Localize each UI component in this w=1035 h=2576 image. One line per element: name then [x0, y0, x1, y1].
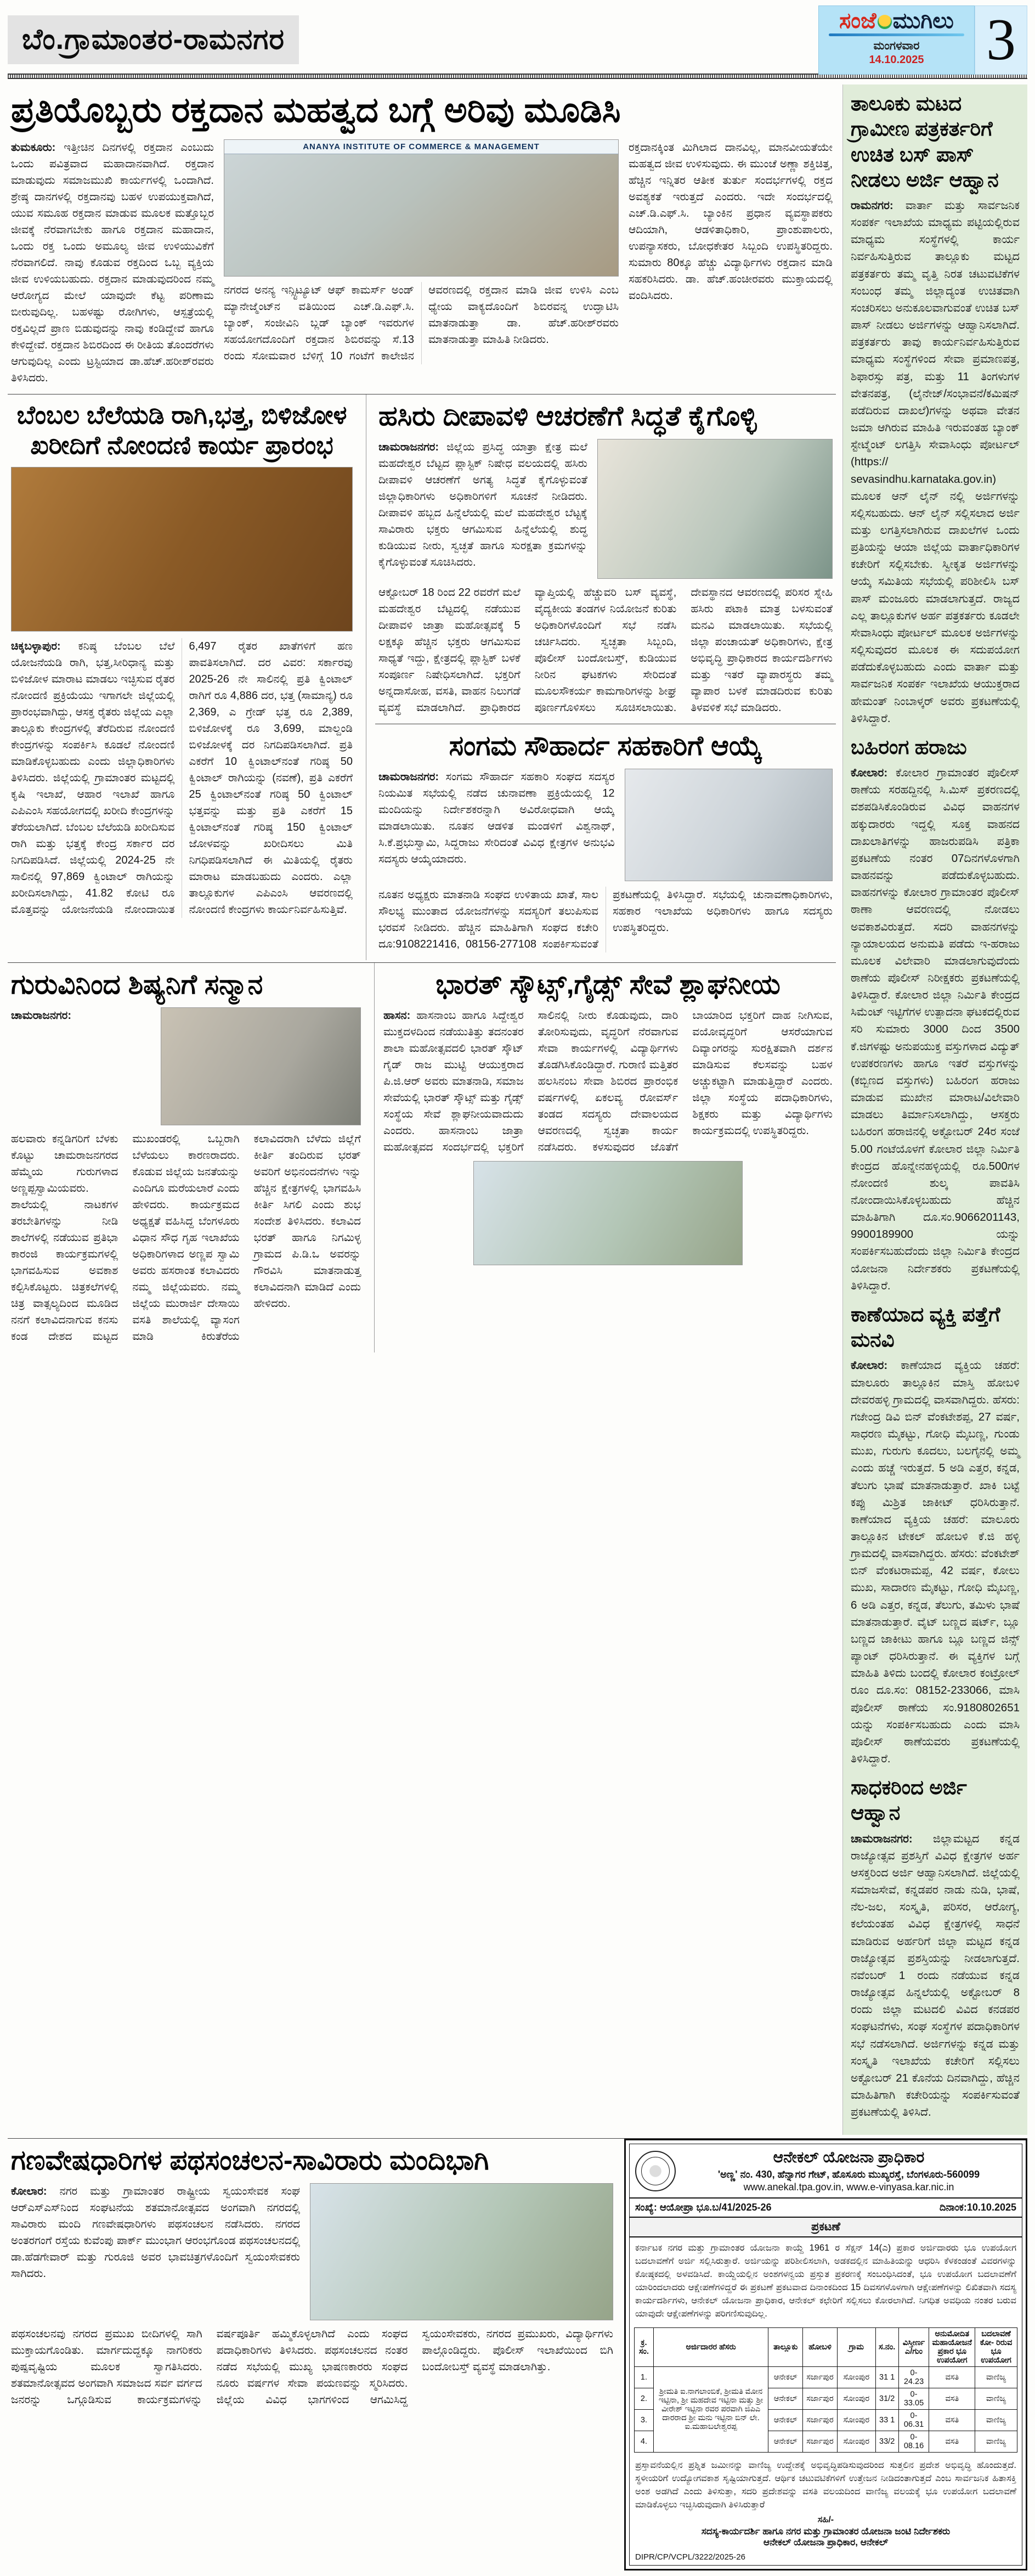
- col-approved-use: ಅನುಮೋದಿತ ಮಹಾಯೋಜನೆ ಪ್ರಕಾರ ಭೂ ಉಪಯೋಗ: [929, 2327, 975, 2366]
- sidebar3-headline: ಕಾಣೆಯಾದ ವ್ಯಕ್ತಿ ಪತ್ತೆಗೆ ಮನವಿ: [851, 1303, 1000, 1351]
- article5-dateline: ಚಾಮರಾಜನಗರ:: [11, 1009, 72, 1022]
- article-sangama-cooperative: [375, 724, 836, 960]
- article3-photo: [597, 439, 833, 579]
- article4-body-bottom: ನೂತನ ಅಧ್ಯಕ್ಷರು ಮಾತನಾಡಿ ಸಂಘದ ಉಳಿತಾಯ ಖಾತೆ, ಸಾಲ ಸೌಲಭ್ಯ ಮುಂತಾದ ಯೋಜನೆಗಳನ್ನು ಸದಸ್ಯರಿಗೆ ತಲುಪಿಸುವ ಭರವಸೆ ನೀಡಿದರು. ಹೆಚ್ಚಿನ ಮಾಹಿತಿಗಾಗಿ ಸಂಘದ ಕಚೇರಿ ದೂ:9108221416, 08156-277108 ಸಂಪರ್ಕಿಸುವಂತೆ ಪ್ರಕಟಣೆಯಲ್ಲಿ ತಿಳಿಸಿದ್ದಾರೆ. ಸಭೆಯಲ್ಲಿ ಚುನಾವಣಾಧಿಕಾರಿಗಳು, ಸಹಕಾರ ಇಲಾಖೆಯ ಅಧಿಕಾರಿಗಳು ಹಾಗೂ ಸದಸ್ಯರು ಉಪಸ್ಥಿತರಿದ್ದರು.: [378, 888, 833, 950]
- sidebar2-headline: ಬಹಿರಂಗ ಹರಾಜು: [851, 735, 967, 758]
- ad-title: ಪ್ರಕಟಣೆ: [630, 2218, 1022, 2237]
- sidebar1-body: ರಾಮನಗರ: ವಾರ್ತಾ ಮತ್ತು ಸಾರ್ವಜನಿಕ ಸಂಪರ್ಕ ಇಲಾಖೆಯ ಮಾಧ್ಯಮ ಪಟ್ಟಿಯಲ್ಲಿರುವ ಮಾಧ್ಯಮ ಸಂಸ್ಥೆಗಳಲ್ಲಿ ಕಾರ್ಯ ನಿರ್ವಹಿಸುತ್ತಿರುವ ತಾಲ್ಲೂಕು ಮಟ್ಟದ ಪತ್ರಕರ್ತರು ತಮ್ಮ ವೃತ್ತಿ ನಿರತ ಚಟುವಟಿಕೆಗಳ ಸಂಬಂಧ ತಮ್ಮ ಜಿಲ್ಲಾದ್ಯಂತ ಉಚಿತವಾಗಿ ಸಂಚರಿಸಲು ಅನುಕೂಲವಾಗುವಂತೆ ಉಚಿತ ಬಸ್ ಪಾಸ್ ನೀಡಲು ಅರ್ಜಿಗಳನ್ನು ಆಹ್ವಾನಿಸಲಾಗಿದೆ. ಪತ್ರಕರ್ತರು ತಾವು ಕಾರ್ಯನಿರ್ವಹಿಸುತ್ತಿರುವ ಮಾಧ್ಯಮ ಸಂಸ್ಥೆಗಳಿಂದ ಸೇವಾ ಪ್ರಮಾಣಪತ್ರ, ಶಿಫಾರಸ್ಸು ಪತ್ರ, ಮತ್ತು 11 ತಿಂಗಳುಗಳ ವೇತನಪತ್ರ, (ಲೈನೇಜ್/ಸಂಭಾವನೆ/ಕಮಿಷನ್ ಪಡೆದಿರುವ ದಾಖಲೆ)ಗಳನ್ನು ಅಥವಾ ವೇತನ ಜಮಾ ಆಗಿರುವ ಮಾಹಿತಿ ಇರುವಂತಹ ಬ್ಯಾಂಕ್ ಸ್ಟೇಟ್ಮೆಂಟ್ ಲಗತ್ತಿಸಿ ಸೇವಾಸಿಂಧು ಪೋರ್ಟಲ್ (https:// sevasindhu.karnataka.gov.in) ಮೂಲಕ ಆನ್ ಲೈನ್ ನಲ್ಲಿ ಅರ್ಜಿಗಳನ್ನು ಸಲ್ಲಿಸಬಹುದು. ಆನ್ ಲೈನ್ ಸಲ್ಲಿಸಲಾದ ಅರ್ಜಿ ಮತ್ತು ಲಗತ್ತಿಸಲಾಗಿರುವ ದಾಖಲೆಗಳ ಒಂದು ಪ್ರತಿಯನ್ನು ಆಯಾ ಜಿಲ್ಲೆಯ ವಾರ್ತಾಧಿಕಾರಿಗಳ ಕಚೇರಿಗೆ ಸಲ್ಲಿಸಬೇಕು. ಸ್ವೀಕೃತ ಅರ್ಜಿಗಳನ್ನು ಆಯ್ಕೆ ಸಮಿತಿಯ ಸಭೆಯಲ್ಲಿ ಪರಿಶೀಲಿಸಿ ಬಸ್ ಪಾಸ್ ಮಂಜೂರು ಮಾಡಲಾಗುತ್ತದೆ. ರಾಜ್ಯದ ಎಲ್ಲ ತಾಲ್ಲೂಕುಗಳ ಅರ್ಹ ಪತ್ರಕರ್ತರು ಕೂಡಲೇ ಸೇವಾಸಿಂಧು ಪೋರ್ಟಲ್ ಮೂಲಕ ಅರ್ಜಿಗಳನ್ನು ಸಲ್ಲಿಸುವುದರ ಮೂಲಕ ಈ ಸದುಪಯೋಗ ಪಡೆದುಕೊಳ್ಳಬಹುದು ಎಂದು ವಾರ್ತಾ ಮತ್ತು ಸಾರ್ವಜನಿಕ ಸಂಪರ್ಕ ಇಲಾಖೆಯ ಆಯುಕ್ತರಾದ ಹೇಮಂತ್ ನಿಂಬಾಳ್ಕರ್ ಅವರು ಪ್ರಕಟಣೆಯಲ್ಲಿ ತಿಳಿಸಿದ್ದಾರೆ.: [851, 199, 1020, 725]
- ad-header: [630, 2144, 1022, 2199]
- sidebar-section-missing-person: [851, 1302, 1020, 1767]
- sidebar-section-award-applications: [851, 1775, 1020, 2121]
- paper-name-part1: ಸಂಜೆ: [839, 9, 876, 33]
- paper-name: [824, 9, 969, 32]
- col-serial: ಕ್ರ. ಸಂ.: [635, 2327, 654, 2366]
- ad-date: ದಿನಾಂಕ:10.10.2025: [939, 2202, 1016, 2213]
- article1-body-left: ತುಮಕೂರು: ಇತ್ತೀಚಿನ ದಿನಗಳಲ್ಲಿ ರಕ್ತದಾನ ಎಂಬುದು ಒಂದು ಪವಿತ್ರವಾದ ಮಹಾದಾನವಾಗಿದೆ. ರಕ್ತದಾನ ಮಾಡುವುದು ಸಮಾಜಮುಖಿ ಕಾರ್ಯಗಳಲ್ಲಿ ಒಂದಾಗಿದೆ. ಶ್ರೇಷ್ಠ ದಾನಗಳಲ್ಲಿ ರಕ್ತದಾನವು ಬಹಳ ಉಪಯುಕ್ತವಾಗಿದೆ, ಯುವ ಸಮೂಹ ರಕ್ತದಾನ ಮಾಡುವ ಮೂಲಕ ಮತ್ತೊಬ್ಬರ ಜೀವಕ್ಕೆ ನೆರವಾಗಬೇಕು ಹಾಗೂ ರಕ್ತದಾನ ಮಹಾದಾನ, ಒಂದು ರಕ್ತ ಒಂದು ಅಮೂಲ್ಯ ಜೀವ ಉಳಿಯುವಿಕೆಗೆ ನೆರವಾಗಲಿದೆ. ನಾವು ಕೊಡುವ ರಕ್ತದಿಂದ ಒಬ್ಬ ವ್ಯಕ್ತಿಯ ಜೀವ ಉಳಿಯಬಹುದು. ರಕ್ತದಾನ ಮಾಡುವುದರಿಂದ ನಮ್ಮ ಆರೋಗ್ಯದ ಮೇಲೆ ಯಾವುದೇ ಕೆಟ್ಟ ಪರಿಣಾಮ ಬೀರುವುದಿಲ್ಲ. ಬಹಳಷ್ಟು ರೋಗಿಗಳು, ಆಸ್ಪತ್ರೆಯಲ್ಲಿ ರಕ್ತವಿಲ್ಲದೆ ಪ್ರಾಣ ಬಿಡುವುದನ್ನು ನಾವು ಕಂಡಿದ್ದೇವೆ ಹಾಗೂ ಕೇಳಿದ್ದೇವೆ. ರಕ್ತದಾನ ಶಿಬಿರದಿಂದ ಈ ರೀತಿಯ ತೊಂದರೆಗಳು ಆಗುವುದಿಲ್ಲ ಎಂದು ಟ್ರಸ್ಟಿಯಾದ ಡಾ.ಹೆಚ್.ಹರೀಶ್‌ರವರು ತಿಳಿಸಿದರು.: [11, 141, 214, 384]
- article2-body: ಚಿಕ್ಕಬಳ್ಳಾಪುರ: ಕನಿಷ್ಠ ಬೆಂಬಲ ಬೆಲೆ ಯೋಜನೆಯಡಿ ರಾಗಿ, ಭತ್ತ,ಸೀರಿಧಾನ್ಯ ಮತ್ತು ಬಿಳಿಜೋಳ ಮಾರಾಟ ಮಾಡಲು ಇಚ್ಛಿಸುವ ರೈತರ ನೋಂದಣಿ ಪ್ರಕ್ರಿಯೆಯು ಇಗಾಗಲೇ ಜಿಲ್ಲೆಯಲ್ಲಿ ಪ್ರಾರಂಭವಾಗಿದ್ದು, ಆಸಕ್ತ ರೈತರು ಜಿಲ್ಲೆಯ ಎಲ್ಲಾ ತಾಲ್ಲೂಕು ಕೇಂದ್ರಗಳಲ್ಲಿ ತೆರೆದಿರುವ ನೋಂದಣಿ ಕೇಂದ್ರಗಳನ್ನು ಸಂಪರ್ಕಿಸಿ ಕೂಡಲೆ ನೋಂದಣಿ ಮಾಡಿಕೊಳ್ಳಬಹುದು ಎಂದು ಜಿಲ್ಲಾಧಿಕಾರಿಗಳು ತಿಳಿಸಿದರು. ಜಿಲ್ಲೆಯಲ್ಲಿ ಗ್ರಾಮಾಂತರ ಮಟ್ಟದಲ್ಲಿ ಕೃಷಿ ಇಲಾಖೆ, ಆಹಾರ ಇಲಾಖೆ ಹಾಗೂ ಎಪಿಎಂಸಿ ಸಹಯೋಗದಲ್ಲಿ ಖರೀದಿ ಕೇಂದ್ರಗಳನ್ನು ತೆರೆಯಲಾಗಿದೆ. ಬೆಂಬಲ ಬೆಲೆಯಡಿ ಖರೀದಿಸುವ ರಾಗಿ ಮತ್ತು ಭತ್ತಕ್ಕೆ ಕೇಂದ್ರ ಸರ್ಕಾರ ದರ ನಿಗದಿಪಡಿಸಿದೆ. ಜಿಲ್ಲೆಯಲ್ಲಿ 2024-25 ನೇ ಸಾಲಿನಲ್ಲಿ 97,869 ಕ್ವಿಂಟಾಲ್ ರಾಗಿಯನ್ನು ಖರೀದಿಸಲಾಗಿದ್ದು, 41.82 ಕೋಟಿ ರೂ ಮೊತ್ತವನ್ನು ಯೋಜನೆಯಡಿ ನೋಂದಾಯಿತ 6,497 ರೈತರ ಖಾತೆಗಳಿಗೆ ಹಣ ಪಾವತಿಸಲಾಗಿದೆ. ದರ ವಿವರ: ಸರ್ಕಾರವು 2025-26 ನೇ ಸಾಲಿನಲ್ಲಿ ಪ್ರತಿ ಕ್ವಿಂಟಾಲ್ ರಾಗಿಗೆ ರೂ 4,886 ದರ, ಭತ್ತ (ಸಾಮಾನ್ಯ) ರೂ 2,369, ಎ ಗ್ರೇಡ್ ಭತ್ತ ರೂ 2,389, ಬಿಳಿಜೋಳಕ್ಕೆ ರೂ 3,699, ಮಾಲ್ದಂಡಿ ಬಿಳಿಜೋಳಕ್ಕೆ ದರ ನಿಗದಿಪಡಿಸಲಾಗಿದೆ. ಪ್ರತಿ ಎಕರೆಗೆ 10 ಕ್ವಿಂಟಾಲ್‌ನಂತೆ ಗರಿಷ್ಠ 50 ಕ್ವಿಂಟಾಲ್ ರಾಗಿಯನ್ನು (ನವಣೆ), ಪ್ರತಿ ಎಕರೆಗೆ 25 ಕ್ವಿಂಟಾಲ್‌ನಂತೆ ಗರಿಷ್ಠ 50 ಕ್ವಿಂಟಾಲ್ ಭತ್ತವನ್ನು ಮತ್ತು ಪ್ರತಿ ಎಕರೆಗೆ 15 ಕ್ವಿಂಟಾಲ್‌ನಂತೆ ಗರಿಷ್ಠ 150 ಕ್ವಿಂಟಾಲ್ ಜೋಳವನ್ನು ಖರೀದಿಸಲು ಮಿತಿ ನಿಗಧಿಪಡಿಸಲಾಗಿದೆ ಈ ಮಿತಿಯಲ್ಲಿ ರೈತರು ಮಾರಾಟ ಮಾಡಬಹುದು ಎಂದರು. ಎಲ್ಲಾ ತಾಲ್ಲೂಕುಗಳ ಎಪಿಎಂಸಿ ಆವರಣದಲ್ಲಿ ನೋಂದಣಿ ಕೇಂದ್ರಗಳು ಕಾರ್ಯನಿರ್ವಹಿಸುತ್ತಿವೆ.: [11, 640, 353, 916]
- article-rss-march: [8, 2139, 617, 2570]
- article2-headline: ಬೆಂಬಲ ಬೆಲೆಯಡಿ ರಾಗಿ,ಭತ್ತ, ಬಿಳಿಜೋಳ ಖರೀದಿಗೆ ನೋಂದಣಿ ಕಾರ್ಯ ಪ್ರಾರಂಭ: [16, 400, 347, 459]
- ad-land-use-table: [634, 2327, 1017, 2453]
- article2-dateline: ಚಿಕ್ಕಬಳ್ಳಾಪುರ:: [11, 640, 61, 652]
- article-blood-donation: [8, 84, 836, 394]
- article5-body-bottom: ಹಲವಾರು ಕನ್ನಡಿಗರಿಗೆ ಬೆಳಕು ಕೊಟ್ಟು ಚಾಮರಾಜನಗರದ ಹೆಮ್ಮೆಯ ಗುರುಗಳಾದ ಅಣ್ಣಪ್ಪಸ್ವಾಮಿಯವರು. ಶಾಲೆಯಲ್ಲಿ ನಾಟಕಗಳ ತರಬೇತಿಗಳನ್ನು ನೀಡಿ ಶಾಲೆಗಳಲ್ಲಿ ನಡೆಯುವ ಪ್ರತಿಭಾ ಕಾರಂಜಿ ಕಾರ್ಯಕ್ರಮಗಳಲ್ಲಿ ಭಾಗವಹಿಸುವ ಅವಕಾಶ ಕಲ್ಪಿಸಿಕೊಟ್ಟರು. ಚಿತ್ರಕಲೆಗಳಲ್ಲಿ ಚಿತ್ರ ವಾತ್ಸಲ್ಯದಿಂದ ಮೂಡಿದ ನನಗೆ ಕಲಾವಿದನಾಗುವ ಕನಸು ಕಂಡ ದೇಶದ ಮಟ್ಟದ ಮುಖಂಡರಲ್ಲಿ ಒಬ್ಬರಾಗಿ ಬೆಳೆಯಲು ಕಾರಣರಾದರು. ಕೊಡುವ ಜಿಲ್ಲೆಯ ಜನತೆಯನ್ನು ಎಂದಿಗೂ ಮರೆಯಲಾರೆ ಎಂದು ಹೇಳಿದರು. ಕಾರ್ಯಕ್ರಮದ ಅಧ್ಯಕ್ಷತೆ ವಹಿಸಿದ್ದ ಬೆಂಗಳೂರು ವಿಧಾನ ಸೌಧ ಗೃಹ ಇಲಾಖೆಯ ಅಧಿಕಾರಿಗಳಾದ ಅಣ್ಣಪ ಸ್ವಾಮಿ ಅವರು ಹಸರಾಂತ ಕಲಾವಿದರು ನಮ್ಮ ಜಿಲ್ಲೆಯವರು. ನಮ್ಮ ಜಿಲ್ಲೆಯ ಮುರಾರ್ಜಿ ದೇಸಾಯಿ ವಸತಿ ಶಾಲೆಯಲ್ಲಿ ವ್ಯಾಸಂಗ ಮಾಡಿ ಕಿರುತೆರೆಯ ಕಲಾವಿದರಾಗಿ ಬೆಳೆದು ಜಿಲ್ಲೆಗೆ ಕೀರ್ತಿ ತಂದಿರುವ ಭರತ್ ಅವರಿಗೆ ಅಭಿನಂದನೆಗಳು ಇನ್ನು ಹೆಚ್ಚಿನ ಕ್ಷೇತ್ರಗಳಲ್ಲಿ ಭಾಗವಹಿಸಿ ಕೀರ್ತಿ ಸಿಗಲಿ ಎಂದು ಶುಭ ಸಂದೇಶ ತಿಳಿಸಿದರು. ಕಲಾವಿದ ಭರತ್ ಹಾಗೂ ನಿಗಮಿಳ್ಳ ಗ್ರಾಮದ ಪಿ.ಡಿ.ಒ ಅವರನ್ನು ಗೌರವಿಸಿ ಮಾತನಾಡುತ್ತ ಕಲಾವಿದನಾಗಿ ಮಾಡಿದೆ ಎಂದು ಹೇಳಿದರು.: [11, 1132, 361, 1343]
- table-row: 2. ಆನೇಕಲ್ ಸರ್ಜಾಪುರ ಸೋಂಪುರ 31/2 0-33.05 ವಸತಿ ವಾಣಿಜ್ಯ: [635, 2388, 1017, 2409]
- article7-headline: ಗಣವೇಷಧಾರಿಗಳ ಪಥಸಂಚಲನ-ಸಾವಿರಾರು ಮಂದಿಭಾಗಿ: [11, 2145, 489, 2176]
- article6-dateline: ಹಾಸನ:: [383, 1009, 411, 1022]
- article1-dateline: ತುಮಕೂರು:: [11, 141, 56, 154]
- sun-cloud-icon: [878, 15, 892, 29]
- table-row: 4. ಆನೇಕಲ್ ಸರ್ಜಾಪುರ ಸೋಂಪುರ 33/2 0-08.16 ವಸತಿ ವಾಣಿಜ್ಯ: [635, 2431, 1017, 2452]
- ad-note-text: ಪ್ರಸ್ತಾವನೆಯಲ್ಲಿನ ಪ್ರಶ್ನಿತ ಜಮೀನನ್ನು ವಾಣಿಜ್ಯ ಉದ್ದೇಶಕ್ಕೆ ಅಭಿವೃದ್ಧಿಪಡಿಸುವುದರಿಂದ ಸುತ್ತಲಿನ ಪ್ರದೇಶ ಅಭಿವೃದ್ಧಿ ಹೊಂದುತ್ತದೆ. ಸ್ಥಳೀಯರಿಗೆ ಉದ್ಯೋಗವಕಾಶ ಸೃಷ್ಟಿಯಾಗುತ್ತದೆ. ಆರ್ಥಿಕ ಚಟುವಟಿಕೆಗಳಿಗೆ ಉತ್ತೇಜನ ನೀಡಿದಂತಾಗುತ್ತದೆ ಎಂಬ ಸಾರ್ವಜನಿಕ ಹಿತಾಸಕ್ತಿ ಅಂಶ ಅಡಗಿದೆ ಎಂದು ತಿಳಿಸುತ್ತಾ, ಸದರಿ ಪ್ರದೇಶವನ್ನು ವಸತಿ ವಲಯದಿಂದ ವಾಣಿಜ್ಯ ವಲಯಕ್ಕೆ ಭೂ ಉಪಯೋಗ ಬದಲಾವಣೆ ಮಾಡಿಕೊಳ್ಳಲು ಇಚ್ಛಿಸಿರುವುದಾಗಿ ತಿಳಿಸಿರುತ್ತಾರೆ: [635, 2460, 1016, 2510]
- col-survey: ಸ.ನಂ.: [875, 2327, 898, 2366]
- sidebar3-dateline: ಕೋಲಾರ:: [851, 1359, 888, 1372]
- sidebar3-body: ಕೋಲಾರ: ಕಾಣೆಯಾದ ವ್ಯಕ್ತಿಯ ಚಹರೆ: ಮಾಲೂರು ತಾಲ್ಲೂಕಿನ ಮಾಸ್ತಿ ಹೋಬಳಿ ದೇವರಹಳ್ಳಿ ಗ್ರಾಮದಲ್ಲಿ ವಾಸವಾಗಿದ್ದರು. ಹೆಸರು: ಗಜೇಂದ್ರ ಡಿವಿ ಬಿನ್ ವೆಂಕಟೇಶಪ್ಪ, 27 ವರ್ಷ, ಸಾಧರಣ ಮೈಕಟ್ಟು, ಗೋಧಿ ಮೈಬಣ್ಣ, ಗುಂಡು ಮುಖ, ಗುರುಗು ಕೂದಲು, ಬಲಗೈನಲ್ಲಿ ಅಮ್ಮ ಎಂದು ಹಚ್ಚೆ ಇರುತ್ತದೆ. 5 ಅಡಿ ಎತ್ತರ, ಕನ್ನಡ, ತೆಲುಗು ಭಾಷೆ ಮಾತನಾಡುತ್ತಾರೆ. ಖಾಕಿ ಬಟ್ಟೆ ಕಪ್ಪು ಮಿಶ್ರಿತ ಜಾಕೀಟ್ ಧರಿಸಿರುತ್ತಾನೆ. ಕಾಣೆಯಾದ ವ್ಯಕ್ತಿಯ ಚಹರೆ: ಮಾಲೂರು ತಾಲ್ಲೂಕಿನ ಟೇಕಲ್ ಹೋಬಳಿ ಕೆ.ಜಿ ಹಳ್ಳಿ ಗ್ರಾಮದಲ್ಲಿ ವಾಸವಾಗಿದ್ದರು. ಹೆಸರು: ವೆಂಕಟೇಶ್ ಬಿನ್ ವೆಂಕಟರಾಮಪ್ಪ, 42 ವರ್ಷ, ಕೋಲು ಮುಖ, ಸಾದಾರಣ ಮೈಕಟ್ಟು, ಗೋಧಿ ಮೈಬಣ್ಣ, 6 ಅಡಿ ಎತ್ತರ, ಕನ್ನಡ, ತೆಲುಗು, ತಮಿಳು ಭಾಷೆ ಮಾತನಾಡುತ್ತಾರೆ. ವೈಟ್ ಬಣ್ಣದ ಷರ್ಟ್, ಬ್ಲೂ ಬಣ್ಣದ ಜಾಕೀಟು ಹಾಗೂ ಬ್ಲೂ ಬಣ್ಣದ ಜಿನ್ಸ್ ಪ್ಯಾಂಟ್ ಧರಿಸಿರುತ್ತಾನೆ. ಈ ವ್ಯಕ್ತಿಗಳ ಬಗ್ಗೆ ಮಾಹಿತಿ ತಿಳಿದು ಬಂದಲ್ಲಿ ಕೋಲಾರ ಕಂಟ್ರೋಲ್ ರೂಂ ದೂ.ಸಂ: 08152-233066, ಮಾಸಿ ಪೊಲೀಸ್ ಠಾಣೆಯ ಸಂ.9180802651 ಯನ್ನು ಸಂಪರ್ಕಿಸಬಹುದು ಎಂದು ಮಾಸಿ ಪೊಲೀಸ್ ಠಾಣೆಯವರು ಪ್ರಕಟಣೆಯಲ್ಲಿ ತಿಳಿಸಿದ್ದಾರೆ.: [851, 1359, 1020, 1766]
- col-taluk: ತಾಲ್ಲೂಕು: [768, 2327, 803, 2366]
- govt-emblem-icon: [635, 2151, 676, 2191]
- ad-reference-row: [630, 2199, 1022, 2218]
- article5-headline: ಗುರುವಿನಿಂದ ಶಿಷ್ಯನಿಗೆ ಸನ್ಮಾನ: [11, 968, 263, 1000]
- sidebar-section-bus-pass: [851, 91, 1020, 727]
- article3-headline: ಹಸಿರು ದೀಪಾವಳಿ ಆಚರಣೆಗೆ ಸಿದ್ಧತೆ ಕೈಗೊಳ್ಳಿ: [378, 400, 757, 431]
- table-row: 1. ಶ್ರೀಮತಿ ಐ.ನಾಗಲಾಂಬಿಕೆ, ಶ್ರೀಮತಿ ಮೋನ ಇಟ್ಟಿನಾ, ಶ್ರೀ ಮಹದೇವ ಇಟ್ಟಿನಾ ಮತ್ತು ಶ್ರೀ ವೀರೇಶ್ ಇಟ್ಟಿನಾ ರವರ ಪರವಾಗಿ ಜಿಪಿಎ ದಾರರಾದ ಶ್ರೀ ಮನು ಇಟ್ಟಿನಾ ಬಿನ್ ಲೇ. ಐ.ಮಹಾಬಲೇಶ್ವರಪ್ಪ ಆನೇಕಲ್ ಸರ್ಜಾಪುರ ಸೋಂಪುರ 31 1 0-24.23 ವಸತಿ ವಾಣಿಜ್ಯ: [635, 2366, 1017, 2388]
- article1-body-center: ನಗರದ ಅನನ್ಯ ಇನ್ಸ್ಟಿಟ್ಯೂಟ್ ಆಫ್ ಕಾಮರ್ಸ್ ಅಂಡ್ ಮ್ಯಾನೇಜ್ಮೆಂಟ್‌ನ ವತಿಯಿಂದ ಎಚ್.ಡಿ.ಎಫ್.ಸಿ. ಬ್ಯಾಂಕ್, ಸಂಜೀವಿನಿ ಬ್ಲಡ್ ಬ್ಯಾಂಕ್ ಇವರುಗಳ ಸಹಯೋಗದೊಂದಿಗೆ ರಕ್ತದಾನ ಶಿಬಿರವನ್ನು ಸೆ.13 ರಂದು ಸೋಮವಾರ ಬೆಳಿಗ್ಗೆ 10 ಗಂಟೆಗೆ ಕಾಲೇಜಿನ ಆವರಣದಲ್ಲಿ ರಕ್ತದಾನ ಮಾಡಿ ಜೀವ ಉಳಿಸಿ ಎಂಬ ಧ್ಯೇಯ ವಾಕ್ಯದೊಂದಿಗೆ ಶಿಬಿರವನ್ನ ಉದ್ಘಾಟಿಸಿ ಮಾತನಾಡುತ್ತಾ ಡಾ. ಹೆಚ್.ಹರೀಶ್‌ರವರು ಮಾತನಾಡುತ್ತಾ ಮಾಹಿತಿ ನೀಡಿದರು.: [224, 284, 619, 362]
- article7-body-left: ಕೋಲಾರ: ನಗರ ಮತ್ತು ಗ್ರಾಮಾಂತರ ರಾಷ್ಟ್ರೀಯ ಸ್ವಯಂಸೇವಕ ಸಂಘ ಆರ್‌ಎಸ್‌ಎಸ್‌ನಿಂದ ಸಂಘಟನೆಯ ಶತಮಾನೋತ್ಸವದ ಅಂಗವಾಗಿ ನಗರದಲ್ಲಿ ಸಾವಿರಾರು ಮಂದಿ ಗಣವೇಷಧಾರಿಗಳು ಪಥಸಂಚಲನ ನಡೆಸಿದರು. ನಗರದ ಅಂತರಗಂಗೆ ರಸ್ತೆಯ ಕುವೆಂಪು ಪಾರ್ಕ್ ಮುಂಭಾಗ ಆರಂಭಗೊಂಡ ಪಥಸಂಚಲನದಲ್ಲಿ ಡಾ.ಹೆಡಗೇವಾರ್ ಮತ್ತು ಗುರೂಜಿ ಅವರ ಭಾವಚಿತ್ರಗಳೊಂದಿಗೆ ಸ್ವಯಂಸೇವಕರು ಸಾಗಿದರು.: [11, 2185, 301, 2280]
- article6-body: ಹಾಸನ: ಹಾಸನಾಂಬ ಹಾಗೂ ಸಿದ್ದೇಶ್ವರ ಮುಕ್ತದಳದಿಂದ ನಡೆಯುತಿತ್ತು ತದನಂತರ ಶಾಲಾ ಮಹೋತ್ಸವದಲಿ ಭಾರತ್ ಸ್ಕೌಟ್ ಗೈಡ್ ರಾಜ ಮುಟ್ಟಿ ಆಯುಕ್ತರಾದ ಪಿ.ಜಿ.ಆರ್ ಅವರು ಮಾತನಾಡಿ, ಸಮಾಜ ಸೇವೆಯಲ್ಲಿ ಭಾರತ್ ಸ್ಕೌಟ್ಸ್ ಮತ್ತು ಗೈಡ್ಸ್ ಸಂಸ್ಥೆಯ ಸೇವೆ ಶ್ಲಾಘನೀಯವಾದುದು ಎಂದರು. ಹಾಸನಾಂಬ ಜಾತ್ರಾ ಮಹೋತ್ಸವದ ಸಂದರ್ಭದಲ್ಲಿ ಭಕ್ತರಿಗೆ ಸಾಲಿನಲ್ಲಿ ನೀರು ಕೊಡುವುದು, ದಾರಿ ತೋರಿಸುವುದು, ವೃದ್ಧರಿಗೆ ನೆರವಾಗುವ ಸೇವಾ ಕಾರ್ಯಗಳಲ್ಲಿ ವಿದ್ಯಾರ್ಥಿಗಳು ತೊಡಗಿಸಿಕೊಂಡಿದ್ದಾರೆ. ಗುರಾಣಿ ಮತ್ತಿತರ ಹಲಸಿನಂಬ ಸೇವಾ ಶಿಬಿರದ ಪ್ರಾರಂಭಿಕ ವರ್ಷಗಳಲ್ಲಿ ಏಕಲವ್ಯ ರೋವರ್ಸ್ ತಂಡದ ಸದಸ್ಯರು ದೇವಾಲಯದ ಆವರಣದಲ್ಲಿ ಸ್ವಚ್ಛತಾ ಕಾರ್ಯ ನಡೆಸಿದರು. ಕಳಸುವುದರ ಜೊತೆಗೆ ಬಾಯಾರಿದ ಭಕ್ತರಿಗೆ ದಾಹ ನೀಗಿಸುವ, ವಯೋವೃದ್ಧರಿಗೆ ಆಸರೆಯಾಗುವ ದಿವ್ಯಾಂಗರನ್ನು ಸುರಕ್ಷಿತವಾಗಿ ದರ್ಶನ ಮಾಡಿಸುವ ಕೆಲಸವನ್ನು ಬಹಳ ಅಚ್ಚುಕಟ್ಟಾಗಿ ಮಾಡುತ್ತಿದ್ದಾರೆ ಎಂದರು. ಜಿಲ್ಲಾ ಸಂಸ್ಥೆಯ ಪದಾಧಿಕಾರಿಗಳು, ಶಿಕ್ಷಕರು ಮತ್ತು ವಿದ್ಯಾರ್ಥಿಗಳು ಕಾರ್ಯಕ್ರಮದಲ್ಲಿ ಉಪಸ್ಥಿತರಿದ್ದರು.: [383, 1009, 833, 1153]
- article1-photo-banner-text: ANANYA INSTITUTE OF COMMERCE & MANAGEMENT: [224, 140, 618, 154]
- sidebar4-body: ಚಾಮರಾಜನಗರ: ಜಿಲ್ಲಾಮಟ್ಟದ ಕನ್ನಡ ರಾಜ್ಯೋತ್ಸವ ಪ್ರಶಸ್ತಿಗೆ ವಿವಿಧ ಕ್ಷೇತ್ರಗಳ ಅರ್ಹ ಆಸಕ್ತರಿಂದ ಅರ್ಜಿ ಆಹ್ವಾನಿಸಲಾಗಿದೆ. ಜಿಲ್ಲೆಯಲ್ಲಿ ಸಮಾಜಸೇವೆ, ಕನ್ನಡಪರ ನಾಡು ನುಡಿ, ಭಾಷೆ, ನೆಲ-ಜಲ, ಸಂಸ್ಕೃತಿ, ಪರಿಸರ, ಆರೋಗ್ಯ, ಕಲೆಯಂತಹ ವಿವಿಧ ಕ್ಷೇತ್ರಗಳಲ್ಲಿ ಸಾಧನೆ ಮಾಡಿರುವ ಅರ್ಹರಿಗೆ ಜಿಲ್ಲಾ ಮಟ್ಟದ ಕನ್ನಡ ರಾಜ್ಯೋತ್ಸವ ಪ್ರಶಸ್ತಿಯನ್ನು ನೀಡಲಾಗುತ್ತದೆ. ನವೆಂಬರ್ 1 ರಂದು ನಡೆಯುವ ಕನ್ನಡ ರಾಜ್ಯೋತ್ಸವ ಹಿನ್ನಲೆಯಲ್ಲಿ ಅಕ್ಟೋಬರ್ 8 ರಂದು ಜಿಲ್ಲಾ ಮಟದಲಿ ವಿವಿದ ಕನಡಪರ ಸಂಘಟನೆಗಳು, ಸಂಘ ಸಂಸ್ಥೆಗಳ ಪದಾಧಿಕಾರಿಗಳ ಸಭೆ ನಡೆಸಲಾಗಿದೆ. ಅರ್ಜಿಗಳನ್ನು ಕನ್ನಡ ಮತ್ತು ಸಂಸ್ಕೃತಿ ಇಲಾಖೆಯ ಕಚೇರಿಗೆ ಸಲ್ಲಿಸಲು ಅಕ್ಟೋಬರ್ 21 ಕೊನೆಯ ದಿನವಾಗಿದ್ದು, ಹೆಚ್ಚಿನ ಮಾಹಿತಿಗಾಗಿ ಕಚೇರಿಯನ್ನು ಸಂಪರ್ಕಿಸುವಂತೆ ಪ್ರಕಟಣೆಯಲ್ಲಿ ತಿಳಿಸಿದೆ.: [851, 1832, 1020, 2119]
- article7-photo: [310, 2183, 613, 2320]
- ad-ref-number: ಸಂಖ್ಯೆ: ಆಯೋಪ್ರಾ ಭೂ.ಬ/41/2025-26: [635, 2202, 772, 2213]
- article1-headline: ಪ್ರತಿಯೊಬ್ಬರು ರಕ್ತದಾನ ಮಹತ್ವದ ಬಗ್ಗೆ ಅರಿವು ಮೂಡಿಸಿ: [11, 90, 621, 129]
- region-title: ಬೆಂ.ಗ್ರಾಮಾಂತರ-ರಾಮನಗರ: [22, 24, 285, 55]
- article5-photo: [161, 1007, 361, 1125]
- table-header-row: [635, 2327, 1017, 2366]
- logo-underline: [829, 33, 964, 36]
- sidebar2-body: ಕೋಲಾರ: ಕೋಲಾರ ಗ್ರಾಮಾಂತರ ಪೊಲೀಸ್ ಠಾಣೆಯ ಸರಹದ್ದಿನಲ್ಲಿ ಸಿ.ಮಿಸ್ ಪ್ರಕರಣದಲ್ಲಿ ವಶಪಡಿಸಿಕೊಂಡಿರುವ ವಿವಿಧ ವಾಹನಗಳ ಹಕ್ಕುದಾರರು ಇದ್ದಲ್ಲಿ ಸೂಕ್ತ ವಾಹನದ ದಾಖಲಾತಿಗಳನ್ನು ಹಾಜರುಪಡಿಸಿ ಪತ್ರಿಕಾ ಪ್ರಕಟಣೆಯ ನಂತರ 07ದಿನಗಳೊಳಗಾಗಿ ವಾಹನವನ್ನು ಪಡೆದುಕೊಳ್ಳಬಹುದು. ವಾಹನಗಳನ್ನು ಕೋಲಾರ ಗ್ರಾಮಾಂತರ ಪೊಲೀಸ್ ಠಾಣಾ ಆವರಣದಲ್ಲಿ ನೋಡಲು ಅವಕಾಶವಿರುತ್ತದೆ. ಸದರಿ ವಾಹನಗಳನ್ನು ನ್ಯಾಯಾಲಯದ ಅನುಮತಿ ಪಡೆದು ಇ-ಹರಾಜು ಮೂಲಕ ವಿಲೇವಾರಿ ಮಾಡಲಾಗುವುದೆಂದು ಠಾಣೆಯ ಪೊಲೀಸ್ ನಿರೀಕ್ಷಕರು ಪ್ರಕಟಣೆಯಲ್ಲಿ ತಿಳಿಸಿದ್ದಾರೆ. ಕೋಲಾರ ಜಿಲ್ಲಾ ನಿರ್ಮಿತಿ ಕೇಂದ್ರದ ಸಿಮೆಂಟ್ ಇಟ್ಟಿಗೆಗಳ ಉತ್ಪಾದನಾ ಘಟಕದಲ್ಲಿರುವ ಸರಿ ಸುಮಾರು 3000 ದಿಂದ 3500 ಕೆ.ಜಿಗಳಷ್ಟು ಅನುಪಯುಕ್ತ ವಸ್ತುಗಳಾದ ವಿದ್ಯುತ್ ಉಪಕರಣಗಳು ಹಾಗೂ ಇತರೆ ವಸ್ತುಗಳನ್ನು (ಕಬ್ಬಿಣದ ವಸ್ತುಗಳು) ಬಹಿರಂಗ ಹರಾಜು ಮಾಡುವ ಮುಖೇನ ಮಾರಾಟ/ವಿಲೇವಾರಿ ಮಾಡಲು ತಿರ್ಮಾನಿಸಲಾಗಿದ್ದು, ಆಸಕ್ತರು ಬಹಿರಂಗ ಹರಾಜಿನಲ್ಲಿ ಅಕ್ಟೋಬರ್ 24ರ ಸಂಜೆ 5.00 ಗಂಟೆಯೊಳಗೆ ಕೋಲಾರ ಜಿಲ್ಲಾ ನಿರ್ಮಿತಿ ಕೇಂದ್ರದ ಹೊನ್ನೇನಹಳ್ಳಿಯಲ್ಲಿ ರೂ.500ಗಳ ನೋಂದಣಿ ಶುಲ್ಕ ಪಾವತಿಸಿ ನೋಂದಾಯಿಸಿಕೊಳ್ಳಬಹುದು ಹೆಚ್ಚಿನ ಮಾಹಿತಿಗಾಗಿ ದೂ.ಸಂ.9066201143, 9900189900 ಯನ್ನು ಸಂಪರ್ಕಿಸಬಹುದೆಂದು ಜಿಲ್ಲಾ ನಿರ್ಮಿತಿ ಕೇಂದ್ರದ ಯೋಜನಾ ನಿರ್ದೇಶಕರು ಪ್ರಕಟಣೆಯಲ್ಲಿ ತಿಳಿಸಿದ್ದಾರೆ.: [851, 766, 1020, 1292]
- article6-photo: [473, 1161, 743, 1265]
- article4-body-left: ಚಾಮರಾಜನಗರ: ಸಂಗಮ ಸೌಹಾರ್ದ ಸಹಕಾರಿ ಸಂಘದ ಸದಸ್ಯರ ನಿಯಮಿತ ಸಭೆಯಲ್ಲಿ ನಡೆದ ಚುನಾವಣಾ ಪ್ರಕ್ರಿಯೆಯಲ್ಲಿ 12 ಮಂದಿಯನ್ನು ನಿರ್ದೇಶಕರನ್ನಾಗಿ ಅವಿರೋಧವಾಗಿ ಆಯ್ಕೆ ಮಾಡಲಾಯಿತು. ನೂತನ ಆಡಳಿತ ಮಂಡಳಿಗೆ ವಿಶ್ವನಾಥ್, ಸಿ.ಕೆ.ಪ್ರಭುಸ್ವಾಮಿ, ಸಿದ್ದರಾಜು ಸೇರಿದಂತೆ ವಿವಿಧ ಕ್ಷೇತ್ರಗಳ ಅನುಭವಿ ಸದಸ್ಯರು ಆಯ್ಕೆಯಾದರು.: [378, 770, 615, 865]
- article2-photo: [11, 467, 353, 632]
- paper-name-part2: ಮುಗಿಲು: [892, 9, 954, 33]
- article6-headline: ಭಾರತ್ ಸ್ಕೌಟ್ಸ್,ಗೈಡ್ಸ್ ಸೇವೆ ಶ್ಲಾಘನೀಯ: [436, 968, 781, 1000]
- weekday-label: ಮಂಗಳವಾರ: [873, 40, 920, 52]
- ad-address: 'ಅಣ್ಣ' ನಂ. 430, ಹೆನ್ನಾಗರ ಗೇಟ್, ಹೊಸೂರು ಮುಖ್ಯರಸ್ತೆ, ಬೆಂಗಳೂರು-560099: [717, 2169, 980, 2180]
- public-notice-ad: [624, 2139, 1027, 2570]
- ad-body-text: ಕರ್ನಾಟಕ ನಗರ ಮತ್ತು ಗ್ರಾಮಾಂತರ ಯೋಜನಾ ಕಾಯ್ದೆ 1961 ರ ಸೆಕ್ಷನ್ 14(ಎ) ಪ್ರಕಾರ ಅರ್ಜಿದಾರರು ಭೂ ಉಪಯೋಗ ಬದಲಾವಣೆಗೆ ಅರ್ಜಿ ಸಲ್ಲಿಸಿರುತ್ತಾರೆ. ಅರ್ಜಿಯನ್ನು ಪರಿಶೀಲಿಸಲಾಗಿ, ಅಡಕದಲ್ಲಿನ ಮಾಹಿತಿಯನ್ನು ಆಧರಿಸಿ ಕೆಳಕಂಡಂತೆ ವಿವರಗಳನ್ನು ಕೋಷ್ಠಕದಲ್ಲಿ ಅಳವಡಿಸಿದೆ. ಕಾಯ್ದೆಯಲ್ಲಿನ ಅಂಶಗಳನ್ವಯ ಪ್ರಸ್ತುತ ಪ್ರಕರಣಕ್ಕೆ ಸಂಬಂಧಿಸಿದಂತೆ, ಭೂ ಉಪಯೋಗ ಬದಲಾವಣೆಗೆ ಯಾರಿಂದಲಾದರು ಆಕ್ಷೇಪಣೆಗಳಿದ್ದರೆ ಈ ಪ್ರಕಟಣೆ ಪ್ರಕಟವಾದ ದಿನಾಂಕದಿಂದ 15 ದಿವಸಗಳೊಳಗಾಗಿ ಆಕ್ಷೇಪಣೆಗಳನ್ನು ಲಿಖಿತವಾಗಿ ಸದಸ್ಯ ಕಾರ್ಯದರ್ಶಿಗಳು, ಆನೇಕಲ್ ಯೋಜನಾ ಪ್ರಾಧಿಕಾರ, ಆನೇಕಲ್ ಕಛೇರಿಗೆ ಸಲ್ಲಿಸಲು ಕೋರಲಾಗಿದೆ. ನಿಗಧಿತ ಅವಧಿಯ ನಂತರ ಬರುವ ಯಾವುದೇ ಆಕ್ಷೇಪಣೆಗಳನ್ನು ಪರಿಗಣಿಸುವುದಿಲ್ಲ.: [635, 2243, 1016, 2319]
- ad-signature: ಸಹಿ/-: [817, 2515, 834, 2524]
- article1-body-right: ರಕ್ತದಾನಕ್ಕಿಂತ ಮಿಗಿಲಾದ ದಾನವಿಲ್ಲ, ಮಾನವೀಯತೆಯೇ ಮಹತ್ವದ ಜೀವ ಉಳಿಸುವುದು. ಈ ಮುಂಚೆ ಅಣ್ಣಾ ಶಕ್ತಿಚಿತ್ತ, ಹೆಚ್ಚಿನ ಇನ್ನಿತರ ಆತೀಕ ತುರ್ತು ಸಂದರ್ಭಗಳಲ್ಲಿ ರಕ್ತದ ಅವಶ್ಯಕತೆ ಇರುತ್ತದೆ ಎಂದರು. ಇದೇ ಸಂದರ್ಭದಲ್ಲಿ ಎಚ್.ಡಿ.ಎಫ್.ಸಿ. ಬ್ಯಾಂಕಿನ ಪ್ರಧಾನ ವ್ಯವಸ್ಥಾಪಕರು ಆದಿಯಾಗಿ, ಆಡಳಿತಾಧಿಕಾರಿ, ಪ್ರಾಂಶುಪಾಲರು, ಉಪನ್ಯಾಸಕರು, ಬೋಧಕೇತರ ಸಿಬ್ಬಂದಿ ಉಪಸ್ಥಿತರಿದ್ದರು. ಸುಮಾರು 80ಕ್ಕೂ ಹೆಚ್ಚು ವಿದ್ಯಾರ್ಥಿಗಳು ರಕ್ತದಾನ ಮಾಡಿ ಸಹಕರಿಸಿದರು. ಡಾ. ಹೆಚ್.ಹಂಚೀರವರು ಮುಕ್ತಾಯದಲ್ಲಿ ವಂದಿಸಿದರು.: [629, 141, 833, 302]
- article-green-deepavali: [375, 394, 836, 724]
- page-number-box: [975, 5, 1027, 75]
- date-label: 14.10.2025: [869, 54, 924, 66]
- col-extent: ವಿಸ್ತೀರ್ಣ ಎ/ಗುಂ: [898, 2327, 929, 2366]
- paper-logo-box: [818, 5, 975, 75]
- article4-headline: ಸಂಗಮ ಸೌಹಾರ್ದ ಸಹಕಾರಿಗೆ ಆಯ್ಕೆ: [449, 730, 762, 761]
- masthead: [8, 5, 1027, 70]
- article-guru-shishya: [8, 963, 364, 1352]
- sidebar4-dateline: ಚಾಮರಾಜನಗರ:: [851, 1832, 913, 1845]
- table-row: 3. ಆನೇಕಲ್ ಸರ್ಜಾಪುರ ಸೋಂಪುರ 33 1 0-06.31 ವಸತಿ ವಾಣಿಜ್ಯ: [635, 2409, 1017, 2431]
- article5-body-left: [11, 1007, 151, 1024]
- article-msp-registration: [8, 394, 356, 960]
- col-hobli: ಹೋಬಳಿ: [803, 2327, 838, 2366]
- article7-body-bottom: ಪಥಸಂಚಲನವು ನಗರದ ಪ್ರಮುಖ ಬೀದಿಗಳಲ್ಲಿ ಸಾಗಿ ಮುಕ್ತಾಯಗೊಂಡಿತು. ಮಾರ್ಗದುದ್ದಕ್ಕೂ ನಾಗರಿಕರು ಪುಷ್ಪವೃಷ್ಟಿಯ ಮೂಲಕ ಸ್ವಾಗತಿಸಿದರು. ಶತಮಾನೋತ್ಸವದ ಅಂಗವಾಗಿ ಸಮಾಜದ ಸರ್ವ ವರ್ಗದ ಜನರನ್ನು ಒಗ್ಗೂಡಿಸುವ ಕಾರ್ಯಕ್ರಮಗಳನ್ನು ವರ್ಷಪೂರ್ತಿ ಹಮ್ಮಿಕೊಳ್ಳಲಾಗಿದೆ ಎಂದು ಸಂಘದ ಪದಾಧಿಕಾರಿಗಳು ತಿಳಿಸಿದರು. ಪಥಸಂಚಲನದ ನಂತರ ನಡೆದ ಸಭೆಯಲ್ಲಿ ಮುಖ್ಯ ಭಾಷಣಕಾರರು ಸಂಘದ ನೂರು ವರ್ಷಗಳ ಸೇವಾ ಪಯಣವನ್ನು ಸ್ಮರಿಸಿದರು. ಜಿಲ್ಲೆಯ ವಿವಿಧ ಭಾಗಗಳಿಂದ ಆಗಮಿಸಿದ್ದ ಸ್ವಯಂಸೇವಕರು, ನಗರದ ಪ್ರಮುಖರು, ವಿದ್ಯಾರ್ಥಿಗಳು ಪಾಲ್ಗೊಂಡಿದ್ದರು. ಪೊಲೀಸ್ ಇಲಾಖೆಯಿಂದ ಬಿಗಿ ಬಂದೋಬಸ್ತ್ ವ್ಯವಸ್ಥೆ ಮಾಡಲಾಗಿತ್ತು.: [11, 2328, 613, 2406]
- article4-photo: [625, 769, 833, 881]
- ad-org-line2: ಆನೇಕಲ್ ಯೋಜನಾ ಪ್ರಾಧಿಕಾರ, ಆನೇಕಲ್: [763, 2536, 889, 2547]
- ad-websites[interactable]: www.anekal.tpa.gov.in, www.e-vinyasa.kar.nic.in: [743, 2182, 954, 2193]
- article3-body-bottom: ಆಕ್ಟೋಬರ್ 18 ರಿಂದ 22 ರವರೆಗೆ ಮಲೆ ಮಹದೇಶ್ವರ ಬೆಟ್ಟದಲ್ಲಿ ನಡೆಯುವ ದೀಪಾವಳಿ ಜಾತ್ರಾ ಮಹೋತ್ಸವಕ್ಕೆ 5 ಲಕ್ಷಕ್ಕೂ ಹೆಚ್ಚಿನ ಭಕ್ತರು ಆಗಮಿಸುವ ಸಾಧ್ಯತೆ ಇದ್ದು, ಕ್ಷೇತ್ರದಲ್ಲಿ ಪ್ಲಾಸ್ಟಿಕ್ ಬಳಕೆ ಸಂಪೂರ್ಣ ನಿಷೇಧಿಸಲಾಗಿದೆ. ಭಕ್ತರಿಗೆ ಅನ್ನದಾಸೋಹ, ವಸತಿ, ವಾಹನ ನಿಲುಗಡೆ ವ್ಯವಸ್ಥೆ ಮಾಡಲಾಗಿದೆ. ಪ್ರಾಧಿಕಾರದ ವ್ಯಾಪ್ತಿಯಲ್ಲಿ ಹೆಚ್ಚುವರಿ ಬಸ್ ವ್ಯವಸ್ಥೆ, ವೈದ್ಯಕೀಯ ತಂಡಗಳ ನಿಯೋಜನೆ ಕುರಿತು ಅಧಿಕಾರಿಗಳೊಂದಿಗೆ ಸಭೆ ನಡೆಸಿ ಚರ್ಚಿಸಿದರು. ಸ್ವಚ್ಛತಾ ಸಿಬ್ಬಂದಿ, ಪೊಲೀಸ್ ಬಂದೋಬಸ್ತ್, ಕುಡಿಯುವ ನೀರಿನ ಘಟಕಗಳು ಸೇರಿದಂತೆ ಮೂಲಸೌಕರ್ಯ ಕಾಮಗಾರಿಗಳನ್ನು ಶೀಘ್ರ ಪೂರ್ಣಗೊಳಿಸಲು ಸೂಚಿಸಲಾಯಿತು. ದೇವಸ್ಥಾನದ ಆವರಣದಲ್ಲಿ ಪರಿಸರ ಸ್ನೇಹಿ ಹಸಿರು ಪಟಾಕಿ ಮಾತ್ರ ಬಳಸುವಂತೆ ಮನವಿ ಮಾಡಲಾಯಿತು. ಸಭೆಯಲ್ಲಿ ಜಿಲ್ಲಾ ಪಂಚಾಯತ್ ಅಧಿಕಾರಿಗಳು, ಕ್ಷೇತ್ರ ಅಭಿವೃದ್ಧಿ ಪ್ರಾಧಿಕಾರದ ಕಾರ್ಯದರ್ಶಿಗಳು ಮತ್ತು ಇತರೆ ವ್ಯಾಪಾರಸ್ಥರು ತಮ್ಮ ವ್ಯಾಪಾರ ಬಳಕೆ ಮಾಡದಿರುವ ಕುರಿತು ತಿಳವಳಿಕೆ ಸಭೆ ಮಾಡಿದರು.: [378, 586, 833, 714]
- applicant-name-cell: ಶ್ರೀಮತಿ ಐ.ನಾಗಲಾಂಬಿಕೆ, ಶ್ರೀಮತಿ ಮೋನ ಇಟ್ಟಿನಾ, ಶ್ರೀ ಮಹದೇವ ಇಟ್ಟಿನಾ ಮತ್ತು ಶ್ರೀ ವೀರೇಶ್ ಇಟ್ಟಿನಾ ರವರ ಪರವಾಗಿ ಜಿಪಿಎ ದಾರರಾದ ಶ್ರೀ ಮನು ಇಟ್ಟಿನಾ ಬಿನ್ ಲೇ. ಐ.ಮಹಾಬಲೇಶ್ವರಪ್ಪ: [653, 2366, 768, 2452]
- article3-body-left: ಚಾಮರಾಜನಗರ: ಜಿಲ್ಲೆಯ ಪ್ರಸಿದ್ಧ ಯಾತ್ರಾ ಕ್ಷೇತ್ರ ಮಲೆ ಮಹದೇಶ್ವರ ಬೆಟ್ಟದ ಪ್ಲಾಸ್ಟಿಕ್ ನಿಷೇಧ ವಲಯದಲ್ಲಿ ಹಸಿರು ದೀಪಾವಳಿ ಆಚರಣೆಗೆ ಅಗತ್ಯ ಸಿದ್ಧತೆ ಕೈಗೊಳ್ಳುವಂತೆ ಜಿಲ್ಲಾಧಿಕಾರಿಗಳು ಅಧಿಕಾರಿಗಳಿಗೆ ಸೂಚನೆ ನೀಡಿದರು. ದೀಪಾವಳಿ ಹಬ್ಬದ ಹಿನ್ನೆಲೆಯಲ್ಲಿ ಮಲೆ ಮಹದೇಶ್ವರ ಬೆಟ್ಟಕ್ಕೆ ಸಾವಿರಾರು ಭಕ್ತರು ಆಗಮಿಸುವ ಹಿನ್ನೆಲೆಯಲ್ಲಿ ಶುದ್ಧ ಕುಡಿಯುವ ನೀರು, ಸ್ವಚ್ಛತೆ ಹಾಗೂ ಸುರಕ್ಷತಾ ಕ್ರಮಗಳನ್ನು ಕೈಗೊಳ್ಳುವಂತೆ ಸೂಚಿಸಿದರು.: [378, 441, 587, 568]
- col-applicant: ಅರ್ಜಿದಾರರ ಹೆಸರು: [653, 2327, 768, 2366]
- article7-dateline: ಕೋಲಾರ:: [11, 2185, 47, 2198]
- sidebar-section-auction: [851, 735, 1020, 1294]
- sidebar1-dateline: ರಾಮನಗರ:: [851, 199, 893, 212]
- sidebar2-dateline: ಕೋಲಾರ:: [851, 766, 888, 780]
- row-b-right: [366, 394, 836, 960]
- sidebar1-headline: ತಾಲೂಕು ಮಟದ ಗ್ರಾಮೀಣ ಪತ್ರಕರ್ತರಿಗೆ ಉಚಿತ ಬಸ್ ಪಾಸ್ ನೀಡಲು ಅರ್ಜಿ ಆಹ್ವಾನ: [851, 92, 999, 191]
- ad-org-name: ಆನೇಕಲ್ ಯೋಜನಾ ಪ್ರಾಧಿಕಾರ: [773, 2149, 925, 2166]
- region-box: [8, 15, 299, 64]
- ad-designation: ಸದಸ್ಯ-ಕಾರ್ಯದರ್ಶಿ ಹಾಗೂ ನಗರ ಮತ್ತು ಗ್ರಾಮಾಂತರ ಯೋಜನಾ ಜಂಟಿ ನಿರ್ದೇಶಕರು ಆನೇಕಲ್ ಯೋಜನಾ ಪ್ರಾಧಿಕಾರ, ಆನೇಕಲ್: [630, 2525, 1022, 2552]
- article1-photo: [224, 139, 619, 277]
- article4-dateline: ಚಾಮರಾಜನಗರ:: [378, 770, 439, 783]
- article3-dateline: ಚಾಮರಾಜನಗರ:: [378, 441, 439, 453]
- article-scouts-guides: [374, 963, 836, 1352]
- col-village: ಗ್ರಾಮ: [837, 2327, 875, 2366]
- classifieds-sidebar: [842, 84, 1027, 2135]
- sidebar4-headline: ಸಾಧಕರಿಂದ ಅರ್ಜಿ ಆಹ್ವಾನ: [851, 1776, 967, 1824]
- main-column: [8, 84, 836, 2135]
- masthead-right: [818, 5, 1027, 75]
- page-number: 3: [986, 7, 1016, 72]
- col-requested-use: ಬದಲಾವಣೆ ಕೋ- ರಿರುವ ಭೂ ಉಪಯೋಗ: [975, 2327, 1017, 2366]
- ad-dipr-code: DIPR/CP/VCPL/3222/2025-26: [635, 2552, 745, 2562]
